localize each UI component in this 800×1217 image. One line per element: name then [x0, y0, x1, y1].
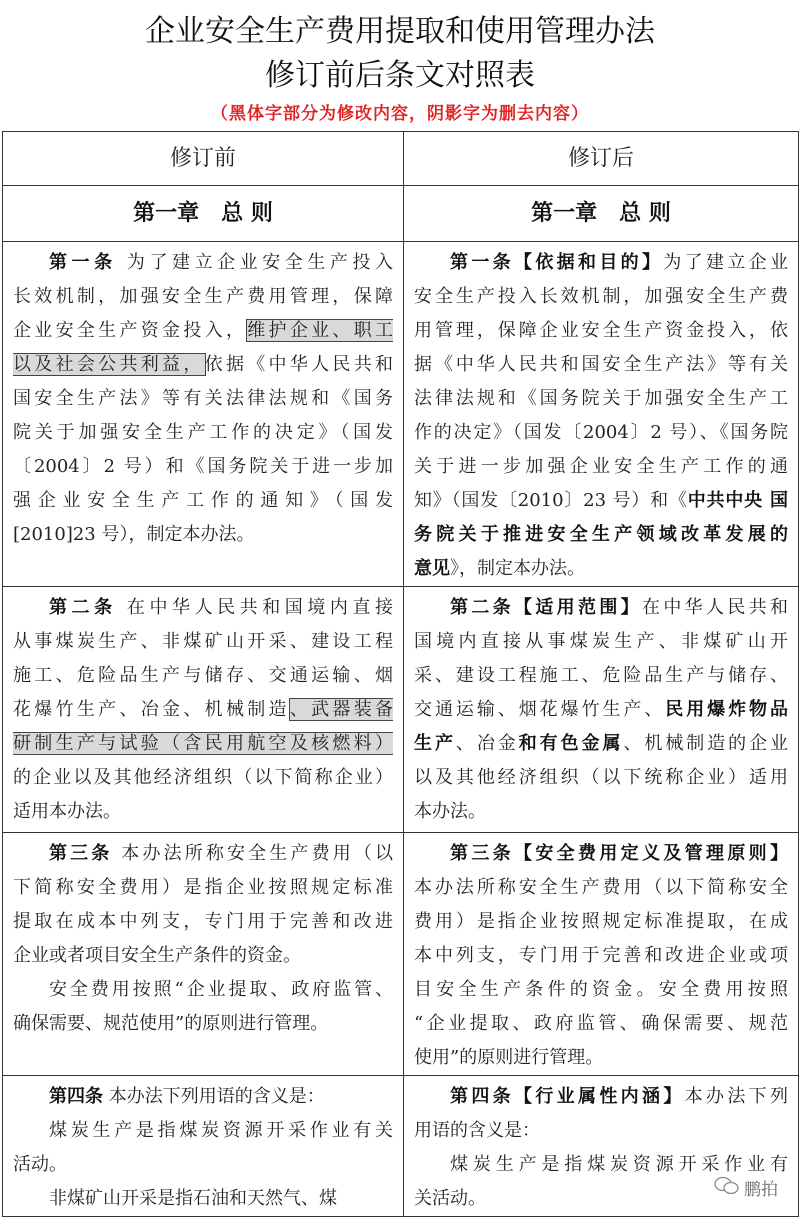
revised-text: 第一条 [49, 252, 117, 273]
column-header-after: 修订后 [404, 132, 799, 186]
text-segment: 煤炭生产是指煤炭资源开采作业有关 [49, 1120, 393, 1141]
text-segment: 本办法下列用语的含义是： [103, 1086, 325, 1107]
chapter-after: 第一章 总 则 [404, 186, 799, 242]
text-line [414, 416, 788, 450]
text-line [13, 939, 393, 973]
text-line [414, 314, 788, 348]
text-segment: 本办法所称安全生产费用（以下简称安全 [414, 877, 788, 898]
deleted-text: 、武器装备 [289, 699, 393, 720]
text-segment: 关活动。 [414, 1188, 486, 1209]
text-segment: 下简称安全费用）是指企业按照规定标准 [13, 877, 393, 898]
article-row [3, 587, 799, 833]
text-line [414, 795, 788, 829]
text-segment: 安全生产投入长效机制，加强安全生产费 [414, 286, 788, 307]
cell-content [3, 833, 403, 1041]
text-line [414, 450, 788, 484]
text-segment: 依据《中华人民共和 [204, 354, 393, 375]
text-line [414, 1041, 788, 1075]
text-segment: 交通运输、烟花爆竹生产、 [414, 699, 666, 720]
text-line [13, 314, 393, 348]
text-segment: 作的决定》（国发〔2004〕2 号）、《国务院 [414, 422, 788, 443]
text-segment: 花爆竹生产、冶金、机械制造 [13, 699, 290, 720]
cell-content [404, 587, 798, 829]
text-segment: 国境内直接从事煤炭生产、非煤矿山开 [414, 631, 788, 652]
text-line [414, 871, 788, 905]
text-segment: 使用”的原则进行管理。 [414, 1047, 604, 1068]
article-after [404, 833, 799, 1076]
text-line [414, 280, 788, 314]
text-line [13, 246, 393, 280]
text-segment: 本办法所称安全生产费用（以 [112, 843, 393, 864]
text-segment: 提取在成本中列支，专门用于完善和改进 [13, 911, 393, 932]
text-segment: 》，制定本办法。 [450, 558, 585, 579]
text-segment: 在中华人民共和 [642, 597, 788, 618]
text-segment: 非煤矿山开采是指石油和天然气、煤 [49, 1188, 337, 1209]
text-line [414, 1080, 788, 1114]
text-line [414, 382, 788, 416]
text-segment: 目安全生产条件的资金。安全费用按照 [414, 979, 788, 1000]
text-segment: [2010]23 号），制定本办法。 [13, 524, 255, 545]
article-row [3, 1076, 799, 1217]
text-line [414, 246, 788, 280]
text-line [414, 1007, 788, 1041]
text-line [414, 484, 788, 518]
text-line [13, 591, 393, 625]
header-row [3, 132, 799, 186]
text-segment: 国安全生产法》等有关法律法规和《国务 [13, 388, 393, 409]
text-line [13, 1007, 393, 1041]
text-segment: 确保需要、规范使用”的原则进行管理。 [13, 1013, 329, 1034]
text-line [13, 973, 393, 1007]
revised-text: 第二条 [49, 597, 117, 618]
text-segment: 长效机制，加强安全生产费用管理，保障 [13, 286, 393, 307]
text-line [414, 659, 788, 693]
text-line [13, 905, 393, 939]
deleted-text: 以及社会公共利益， [13, 354, 205, 375]
revised-text: 第一条【依据和目的】 [450, 252, 664, 273]
text-line [13, 280, 393, 314]
revised-text: 民用爆炸物品 [665, 699, 788, 720]
revised-text: 第二条【适用范围】 [450, 597, 642, 618]
article-before [3, 1076, 404, 1217]
comparison-table [2, 131, 799, 1217]
article-after [404, 587, 799, 833]
watermark [714, 1176, 778, 1204]
text-segment: 知》（国发〔2010〕23 号）和《 [414, 490, 688, 511]
revised-text: 和有色金属 [518, 733, 624, 754]
text-line [13, 871, 393, 905]
text-line [13, 416, 393, 450]
cell-content [404, 833, 798, 1075]
watermark-text: 鹏拍 [744, 1180, 778, 1200]
text-line [414, 1114, 788, 1148]
text-line [414, 625, 788, 659]
text-line [13, 518, 393, 552]
text-segment: 、冶金 [455, 733, 519, 754]
revised-text: 生产 [414, 733, 456, 754]
text-segment: 强企业安全生产工作的通知》（国发 [13, 490, 393, 511]
chapter-row [3, 186, 799, 242]
text-segment: 活动。 [13, 1154, 67, 1175]
text-segment: 适用本办法。 [13, 801, 121, 822]
text-segment: 以及其他经济组织（以下统称企业）适用 [414, 767, 788, 788]
document-subtitle: 修订前后条文对照表 [265, 58, 535, 93]
text-segment: 企业安全生产资金投入， [13, 320, 248, 341]
wechat-icon [714, 1176, 740, 1205]
text-line [13, 727, 393, 761]
text-line [13, 348, 393, 382]
text-line [414, 761, 788, 795]
cell-content [3, 242, 403, 552]
text-segment: 为了建立企业 [663, 252, 788, 273]
text-line [13, 625, 393, 659]
text-segment: “企业提取、政府监管、确保需要、规范 [414, 1013, 788, 1034]
text-line [13, 837, 393, 871]
text-line [414, 591, 788, 625]
text-line [13, 1182, 393, 1216]
text-segment: 企业或者项目安全生产条件的资金。 [13, 945, 301, 966]
cell-content [3, 1076, 403, 1216]
text-line [414, 939, 788, 973]
article-row [3, 242, 799, 587]
revised-text: 中共中央 国 [687, 490, 788, 511]
text-segment: 费用）是指企业按照规定标准提取，在成 [414, 911, 788, 932]
revised-text: 意见 [414, 558, 450, 579]
text-segment: 法律法规和《国务院关于加强安全生产工 [414, 388, 788, 409]
text-line [13, 795, 393, 829]
text-line [13, 450, 393, 484]
revised-text: 第四条【行业属性内涵】 [450, 1086, 685, 1107]
deleted-text: 维护企业、职工 [247, 320, 393, 341]
text-segment: 、机械制造的企业 [623, 733, 788, 754]
document-title: 企业安全生产费用提取和使用管理办法 [145, 14, 655, 49]
revised-text: 第三条 [49, 843, 113, 864]
text-line [414, 518, 788, 552]
text-segment: 用语的含义是： [414, 1120, 540, 1141]
text-segment: 的企业以及其他经济组织（以下简称企业） [13, 767, 393, 788]
text-line [414, 693, 788, 727]
text-line [414, 552, 788, 586]
revised-text: 第四条 [49, 1086, 103, 1107]
text-segment: 本中列支，专门用于完善和改进企业或项 [414, 945, 788, 966]
article-before [3, 587, 404, 833]
text-line [13, 1114, 393, 1148]
cell-content [3, 587, 403, 829]
text-segment: 为了建立企业安全生产投入 [116, 252, 393, 273]
text-segment: 据《中华人民共和国安全生产法》等有关 [414, 354, 788, 375]
article-after [404, 242, 799, 587]
text-line [414, 348, 788, 382]
text-line [13, 761, 393, 795]
article-before [3, 833, 404, 1076]
text-segment: 本办法下列 [684, 1086, 788, 1107]
text-segment: 施工、危险品生产与储存、交通运输、烟 [13, 665, 393, 686]
revised-text: 务院关于推进安全生产领域改革发展的 [414, 524, 788, 545]
text-line [414, 905, 788, 939]
text-line [13, 484, 393, 518]
text-line [13, 1080, 393, 1114]
article-row [3, 833, 799, 1076]
text-segment: 用管理，保障企业安全生产资金投入，依 [414, 320, 788, 341]
revised-text: 第三条【安全费用定义及管理原则】 [450, 843, 788, 864]
chapter-before: 第一章 总 则 [3, 186, 404, 242]
text-segment: 安全费用按照“企业提取、政府监管、 [49, 979, 393, 1000]
text-line [13, 382, 393, 416]
text-line [13, 659, 393, 693]
text-segment: 采、建设工程施工、危险品生产与储存、 [414, 665, 788, 686]
text-segment: 院关于加强安全生产工作的决定》（国发 [13, 422, 393, 443]
cell-content [404, 242, 798, 586]
article-before [3, 242, 404, 587]
deleted-text: 研制生产与试验（含民用航空及核燃料） [13, 733, 393, 754]
text-segment: 从事煤炭生产、非煤矿山开采、建设工程 [13, 631, 393, 652]
text-line [13, 1148, 393, 1182]
text-segment: 关于进一步加强企业安全生产工作的通 [414, 456, 788, 477]
text-line [414, 837, 788, 871]
text-line [13, 693, 393, 727]
text-line [414, 727, 788, 761]
column-header-before: 修订前 [3, 132, 404, 186]
legend-note: （黑体字部分为修改内容，阴影字为删去内容） [211, 104, 589, 124]
text-segment: 在中华人民共和国境内直接 [116, 597, 393, 618]
text-line [414, 973, 788, 1007]
text-segment: 煤炭生产是指煤炭资源开采作业有 [450, 1154, 788, 1175]
text-segment: 〔2004〕2 号）和《国务院关于进一步加 [13, 456, 393, 477]
text-segment: 本办法。 [414, 801, 486, 822]
